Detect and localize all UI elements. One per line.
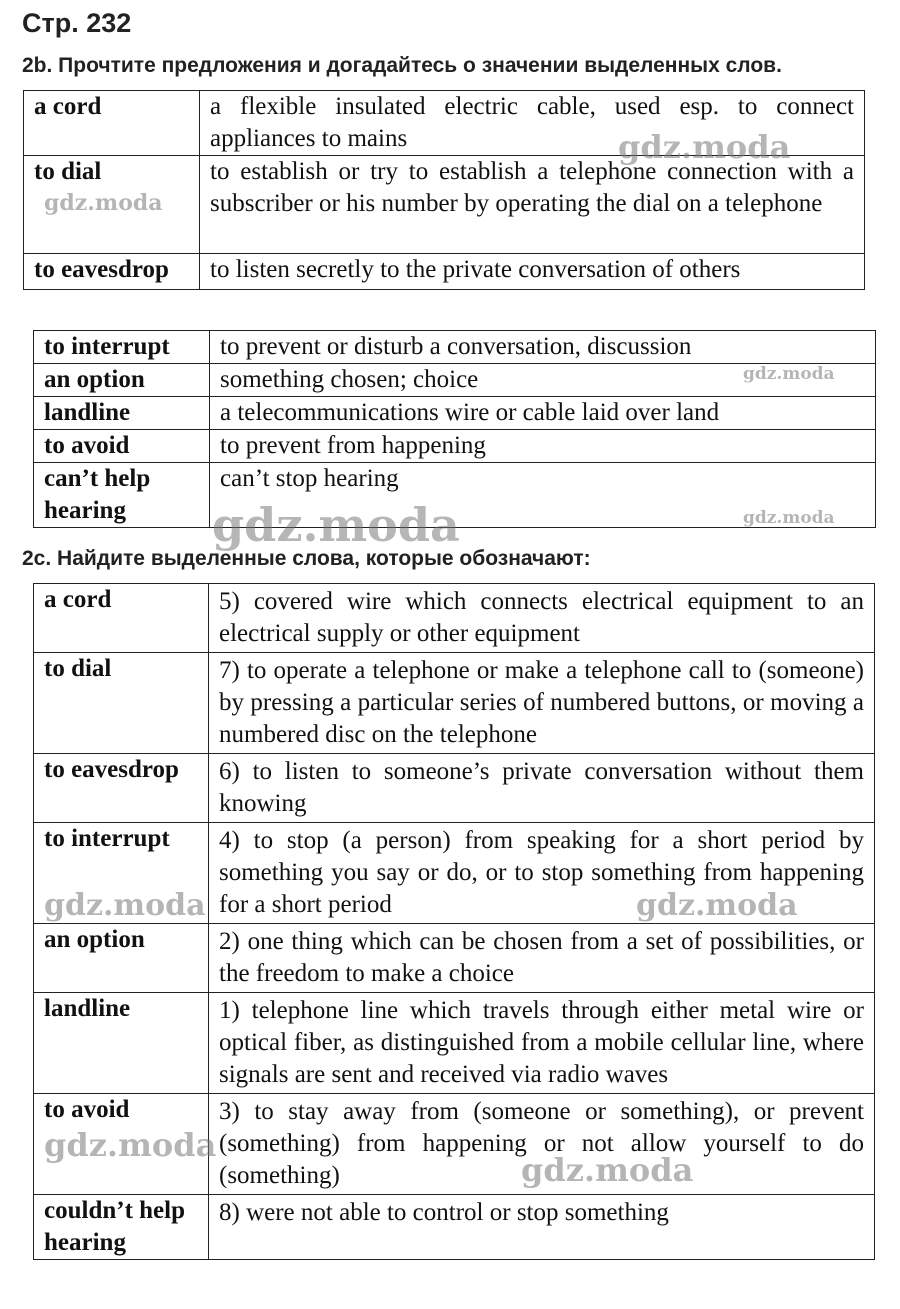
term-cell: an option <box>34 924 209 993</box>
section-2c-heading: 2c. Найдите выделенные слова, которые обозначают: <box>22 547 591 570</box>
term-cell: landline <box>34 397 210 430</box>
term-cell: couldn’t help hearing <box>34 1195 209 1260</box>
table-row <box>34 331 876 364</box>
term-cell: to avoid <box>34 430 210 463</box>
definition-cell: 2) one thing which can be chosen from a set of possibilities, or the freedom to make a choice <box>209 924 875 993</box>
table-row <box>34 1195 875 1260</box>
definition-cell: to prevent or disturb a conversation, discussion <box>210 331 876 364</box>
term-cell: a cord <box>34 584 209 653</box>
table-row <box>34 430 876 463</box>
definition-cell: to prevent from happening <box>210 430 876 463</box>
term-cell: an option <box>34 364 210 397</box>
term-cell: to dial <box>34 653 209 754</box>
definition-cell: to listen secretly to the private conversation of others <box>200 254 865 290</box>
watermark: gdz.moda <box>618 128 791 166</box>
watermark: gdz.moda <box>212 498 460 552</box>
term-cell: landline <box>34 993 209 1094</box>
definition-cell: 4) to stop (a person) from speaking for a short period by something you say or do, or to stop something from happening for a short period <box>209 823 875 924</box>
table-row <box>34 754 875 823</box>
watermark: gdz.moda <box>743 364 835 384</box>
table-row <box>34 924 875 993</box>
term-cell: to avoid <box>34 1094 209 1195</box>
page-title: Стр. 232 <box>22 8 132 38</box>
definition-cell: 8) were not able to control or stop something <box>209 1195 875 1260</box>
definition-cell: to establish or try to establish a telephone connection with a subscriber or his number by operating the dial on a telephone <box>200 156 865 254</box>
term-cell: to eavesdrop <box>34 754 209 823</box>
section-2b-heading: 2b. Прочтите предложения и догадайтесь о значении выделенных слов. <box>22 54 782 77</box>
term-cell: to interrupt <box>34 331 210 364</box>
definition-cell: 5) covered wire which connects electrical equipment to an electrical supply or other equipment <box>209 584 875 653</box>
definition-cell: a telecommunications wire or cable laid over land <box>210 397 876 430</box>
definition-cell: a flexible insulated electric cable, used esp. to connect appliances to mains <box>200 91 865 156</box>
definition-cell: something chosen; choice <box>210 364 876 397</box>
table-row <box>34 653 875 754</box>
term-cell: to eavesdrop <box>24 254 200 290</box>
watermark: gdz.moda <box>44 190 163 216</box>
table-row <box>34 993 875 1094</box>
watermark: gdz.moda <box>44 888 206 923</box>
definition-cell: 6) to listen to someone’s private conversation without them knowing <box>209 754 875 823</box>
term-cell: can’t help hearing <box>34 463 210 528</box>
table-row <box>34 584 875 653</box>
table-row <box>34 397 876 430</box>
term-cell: to dial <box>24 156 200 254</box>
watermark: gdz.moda <box>521 1151 694 1189</box>
term-cell: to interrupt <box>34 823 209 924</box>
definition-cell: 1) telephone line which travels through either metal wire or optical fiber, as distinguished from a mobile cellular line, where signals are sent and received via radio waves <box>209 993 875 1094</box>
term-cell: a cord <box>24 91 200 156</box>
watermark: gdz.moda <box>44 1126 217 1164</box>
table-row <box>24 254 865 290</box>
watermark: gdz.moda <box>743 508 835 528</box>
definition-cell: 7) to operate a telephone or make a telephone call to (someone) by pressing a particular series of numbered buttons, or moving a numbered disc on the telephone <box>209 653 875 754</box>
watermark: gdz.moda <box>636 888 798 923</box>
definition-cell: 3) to stay away from (someone or something), or prevent (something) from happening or not allow yourself to do (something) <box>209 1094 875 1195</box>
definition-cell: can’t stop hearing <box>210 463 876 528</box>
